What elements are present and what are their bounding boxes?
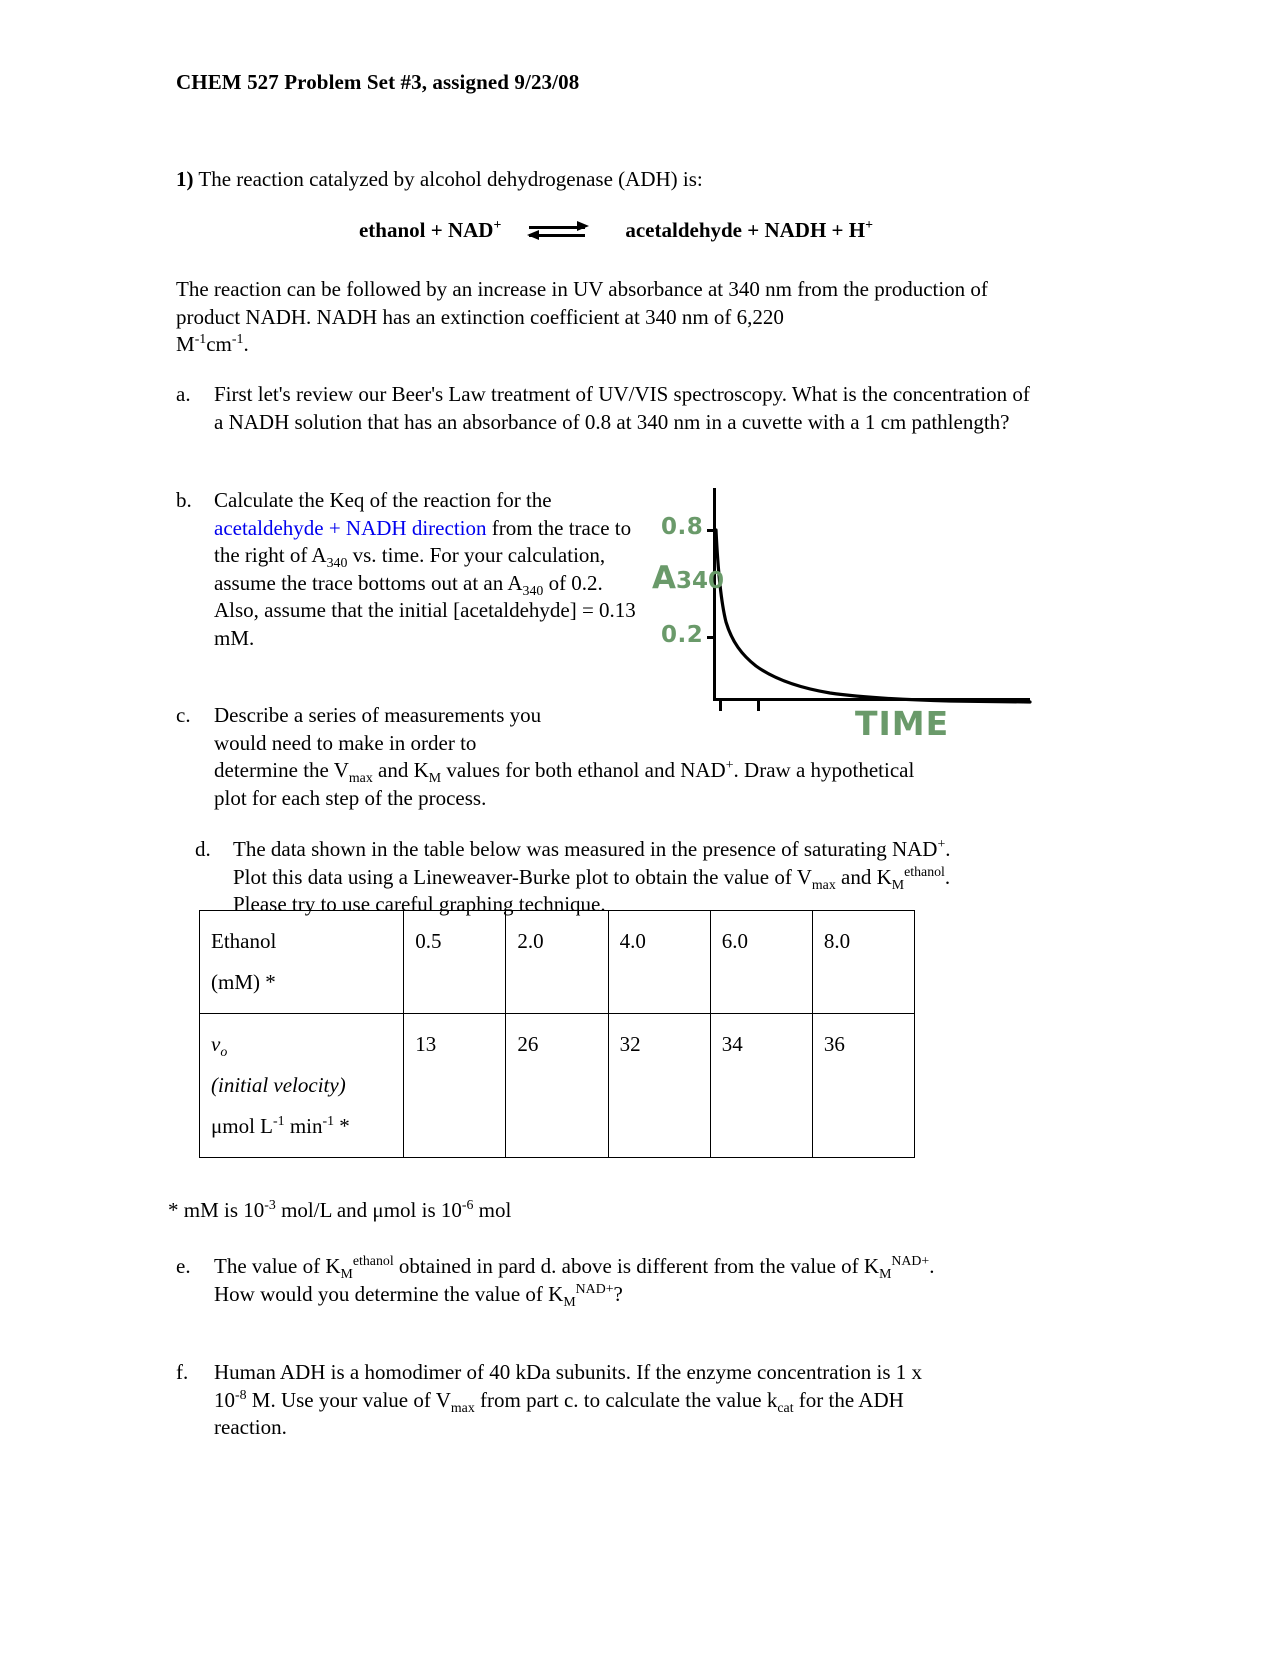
item-e-line1-pre: The value of K	[214, 1254, 341, 1278]
equilibrium-arrow-icon	[525, 220, 591, 242]
item-e-line2-post: ?	[613, 1281, 623, 1306]
footnote-pre: * mM is 10	[168, 1198, 265, 1222]
item-d-line-3: Please try to use careful graphing technique.	[233, 892, 606, 917]
chart-y-axis-title	[652, 560, 724, 596]
item-b-sub-2: 340	[522, 583, 544, 599]
equation-left-side	[359, 218, 501, 243]
page-title: CHEM 527 Problem Set #3, assigned 9/23/08	[176, 70, 580, 94]
table-row-ethanol	[200, 911, 915, 1014]
item-c-vmax-text: determine the V	[214, 758, 349, 783]
intro-unit-m: M	[176, 332, 195, 356]
item-e-line-1	[214, 1253, 1056, 1281]
equation-left-text: ethanol + NAD	[358, 218, 494, 242]
item-f-exp: -8	[235, 1386, 247, 1402]
units-umol-l: μmol L	[211, 1113, 274, 1138]
item-d-nad-charge: +	[937, 836, 946, 851]
item-a-body	[214, 381, 1036, 436]
item-b-seg-4: of 0.2. Also, assume that the initial [acetaldehyde] = 0.13 mM.	[214, 570, 636, 651]
row-label-velocity	[200, 1013, 404, 1157]
footnote-exp-1: -3	[264, 1197, 276, 1212]
item-b-marker: b.	[176, 488, 192, 512]
arrow-head-left	[527, 230, 539, 240]
units-min: min	[284, 1113, 323, 1138]
intro-unit-cm: cm	[206, 332, 232, 356]
item-c-vmax-sub: max	[348, 770, 373, 786]
row-label-ethanol	[200, 911, 404, 1014]
table-row-velocity	[200, 1013, 915, 1157]
item-e-km-sup-1: ethanol	[352, 1253, 394, 1268]
row-label-ethanol-line2: (mM) *	[211, 969, 276, 994]
item-c-line-3	[214, 757, 1036, 785]
cell-velocity-1: 13	[404, 1013, 506, 1157]
row-label-velocity-units	[211, 1106, 394, 1147]
item-d-line2-text: Plot this data using a Lineweaver-Burke plot to obtain the value of V	[233, 864, 812, 889]
cell-ethanol-4: 6.0	[710, 911, 812, 1014]
item-d-km-text: and K	[835, 864, 892, 889]
list-item-c	[176, 702, 1036, 812]
chart-y-axis-title-main: A	[652, 560, 676, 596]
units-asterisk: *	[334, 1113, 350, 1138]
item-e-line2-pre: How would you determine the value of K	[214, 1281, 564, 1306]
item-d-km-sup: ethanol	[904, 863, 945, 879]
cell-ethanol-1: 0.5	[404, 911, 506, 1014]
list-item-d	[195, 836, 1045, 919]
chart-x-axis-title: TIME	[855, 704, 950, 743]
item-c-km-sub: M	[428, 770, 442, 786]
item-e-body	[214, 1253, 1056, 1308]
item-f-body	[214, 1359, 1056, 1442]
equation-right-charge: +	[865, 217, 874, 232]
kinetics-data-table	[199, 910, 915, 1158]
item-d-line-1	[233, 836, 1045, 864]
item-f-vmax-sub: max	[450, 1399, 475, 1415]
item-e-km-sub-2: M	[879, 1266, 892, 1282]
item-d-marker: d.	[195, 837, 211, 861]
item-c-nad-charge: +	[725, 757, 734, 773]
row-label-velocity-line2: (initial velocity)	[211, 1072, 346, 1097]
cell-velocity-5: 36	[812, 1013, 914, 1157]
item-e-line2-sub: M	[563, 1293, 576, 1309]
arrow-head-right	[577, 221, 589, 231]
units-min-exp: -1	[322, 1112, 335, 1128]
item-c-km-text: and K	[372, 758, 429, 783]
intro-paragraph	[176, 276, 1036, 359]
item-f-line2-post: for the ADH	[793, 1387, 904, 1412]
row-label-velocity-sub: o	[220, 1044, 228, 1060]
intro-unit-cm-exp: -1	[231, 331, 244, 346]
item-b-body	[214, 487, 646, 653]
equation-right-side	[625, 218, 873, 243]
item-d-line-2	[233, 864, 1045, 892]
chart-label-0-2: 0.2	[661, 622, 704, 648]
item-d-line1-period: .	[945, 837, 951, 861]
cell-velocity-3: 32	[608, 1013, 710, 1157]
item-b-seg-3: vs. time. For your calculation, assume the trace bottoms out at an A	[214, 543, 606, 595]
item-e-line2-sup: NAD+	[575, 1280, 614, 1296]
item-e-line-2	[214, 1281, 1056, 1309]
list-item-a	[176, 381, 1036, 436]
item-c-body	[214, 702, 1036, 812]
item-d-body	[233, 836, 1045, 919]
footnote-post: mol	[473, 1198, 512, 1222]
question-1-stem	[176, 166, 1056, 194]
row-label-velocity-symbol: $v_o$	[211, 1031, 228, 1060]
cell-velocity-4: 34	[710, 1013, 812, 1157]
units-l-exp: -1	[273, 1112, 285, 1128]
item-f-line2-mid2: from part c. to calculate the value k	[474, 1387, 778, 1412]
table-footnote	[168, 1198, 511, 1223]
item-e-km-sup-2: NAD+	[891, 1253, 930, 1268]
list-item-f	[176, 1359, 1056, 1442]
intro-unit-m-exp: -1	[194, 331, 207, 346]
item-c-nad-text: values for both ethanol and NAD	[441, 758, 726, 783]
equation-left-charge: +	[493, 217, 502, 232]
chart-label-0-8: 0.8	[661, 514, 704, 540]
intro-line-3	[176, 332, 249, 356]
list-item-e	[176, 1253, 1056, 1308]
item-f-line2-mid: M. Use your value of V	[246, 1387, 451, 1412]
intro-line-1: The reaction can be followed by an increase in UV absorbance at 340 nm from the	[176, 277, 869, 301]
item-c-line3-end: . Draw a hypothetical	[733, 758, 915, 783]
reaction-equation	[176, 218, 1056, 243]
item-c-line-2: would need to make in order to	[214, 730, 477, 755]
footnote-mid: mol/L and μmol is 10	[275, 1198, 462, 1222]
item-e-km-sub-1: M	[340, 1266, 353, 1282]
item-e-marker: e.	[176, 1254, 191, 1278]
footnote-exp-2: -6	[461, 1197, 474, 1212]
item-f-marker: f.	[176, 1360, 189, 1384]
item-d-line1-text: The data shown in the table below was measured in the presence of saturating NAD	[233, 837, 938, 861]
item-a-line-1: First let's review our Beer's Law treatment of UV/VIS spectroscopy. What is the	[214, 382, 888, 406]
cell-ethanol-5: 8.0	[812, 911, 914, 1014]
item-f-exp-base: 10	[214, 1387, 235, 1412]
item-a-line-2: concentration of a NADH solution that has an absorbance of 0.8 at 340 nm in a	[214, 382, 1030, 434]
equation-right-text: acetaldehyde + NADH + H	[625, 218, 866, 242]
item-b-sub-1: 340	[326, 555, 348, 571]
item-e-line1-mid: obtained in pard d. above is different from the value of K	[393, 1254, 880, 1278]
item-c-marker: c.	[176, 703, 191, 727]
item-d-line2-period: .	[944, 864, 951, 889]
item-f-line-1: Human ADH is a homodimer of 40 kDa subunits. If the enzyme concentration is 1 x	[214, 1360, 923, 1384]
intro-line-2: production of product NADH. NADH has an extinction coefficient at 340 nm of 6,220	[176, 277, 988, 329]
chart-y-axis-title-sub: 340	[676, 568, 725, 594]
item-d-vmax-sub: max	[811, 876, 836, 892]
cell-ethanol-2: 2.0	[506, 911, 608, 1014]
item-b-seg-2: from the trace to the right of A	[214, 515, 632, 568]
item-b-highlight-text: acetaldehyde + NADH direction	[214, 515, 487, 540]
item-f-line-2	[214, 1387, 1056, 1415]
question-stem-text: The reaction catalyzed by alcohol dehydrogenase (ADH) is:	[193, 167, 703, 191]
intro-period: .	[243, 332, 249, 356]
question-number: 1)	[176, 167, 194, 191]
item-a-line-3: cuvette with a 1 cm pathlength?	[741, 409, 1010, 434]
item-c-line-1: Describe a series of measurements you	[214, 703, 542, 727]
item-a-marker: a.	[176, 382, 191, 406]
cell-ethanol-3: 4.0	[608, 911, 710, 1014]
item-c-line-4: plot for each step of the process.	[214, 785, 487, 810]
cell-velocity-2: 26	[506, 1013, 608, 1157]
item-f-line-3: reaction.	[214, 1415, 287, 1440]
item-b-seg-1: Calculate the Keq of the reaction for the	[214, 488, 552, 512]
item-e-line1-post: .	[929, 1254, 935, 1278]
row-label-ethanol-line1: Ethanol	[211, 929, 277, 953]
list-item-b	[176, 487, 646, 653]
item-d-km-sub: M	[891, 876, 905, 892]
item-f-kcat-sub: cat	[777, 1399, 794, 1415]
